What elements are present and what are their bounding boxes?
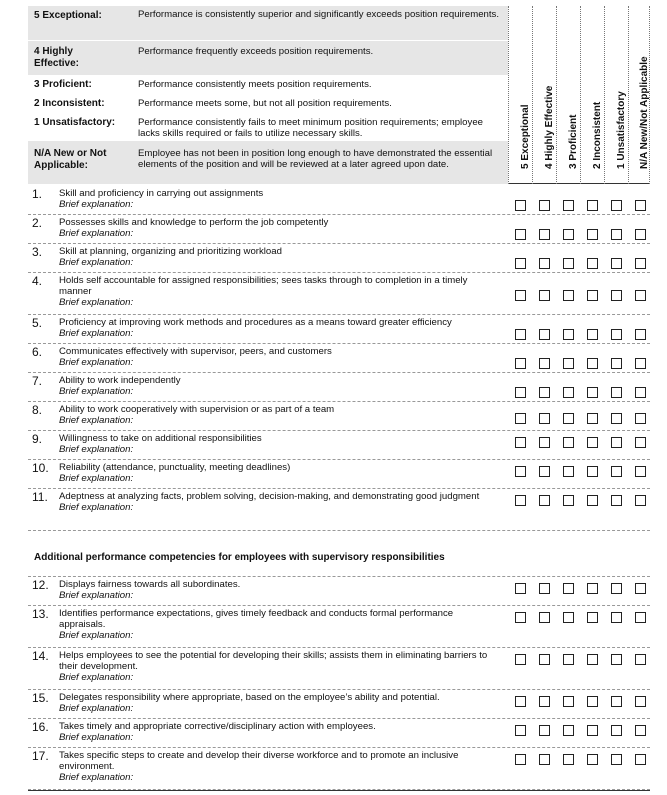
competency-row bbox=[28, 489, 650, 531]
rating-checkbox[interactable] bbox=[539, 229, 550, 240]
rating-checkbox[interactable] bbox=[611, 387, 622, 398]
legend-desc: Performance is consistently superior and significantly exceeds position requirements. bbox=[138, 9, 500, 20]
rating-checkbox[interactable] bbox=[539, 754, 550, 765]
column-header bbox=[508, 6, 531, 184]
item-text-block bbox=[59, 491, 499, 513]
item-text: Adeptness at analyzing facts, problem solving, decision-making, and demonstrating good judgment bbox=[59, 491, 480, 502]
rating-checkbox[interactable] bbox=[539, 725, 550, 736]
rating-checkbox[interactable] bbox=[515, 654, 526, 665]
brief-explanation-label: Brief explanation: bbox=[59, 590, 134, 601]
item-number: 1. bbox=[32, 187, 43, 201]
brief-explanation-label: Brief explanation: bbox=[59, 328, 134, 339]
item-text-block bbox=[59, 721, 499, 743]
item-text-block bbox=[59, 346, 499, 368]
rating-checkbox[interactable] bbox=[515, 329, 526, 340]
legend-code: 2 Inconsistent: bbox=[34, 98, 105, 109]
rating-checkbox[interactable] bbox=[587, 612, 598, 623]
rating-checkbox[interactable] bbox=[611, 654, 622, 665]
rating-checkbox[interactable] bbox=[563, 754, 574, 765]
rating-checkbox[interactable] bbox=[539, 583, 550, 594]
competency-row bbox=[28, 577, 650, 606]
competency-row bbox=[28, 690, 650, 719]
competency-row bbox=[28, 344, 650, 373]
legend-code: 1 Unsatisfactory: bbox=[34, 117, 116, 128]
rating-checkbox[interactable] bbox=[539, 290, 550, 301]
column-header bbox=[532, 6, 555, 184]
brief-explanation-label: Brief explanation: bbox=[59, 199, 134, 210]
rating-checkbox[interactable] bbox=[611, 696, 622, 707]
competency-row bbox=[28, 431, 650, 460]
item-text: Holds self accountable for assigned responsibilities; sees tasks through to completion in a timely manner bbox=[59, 275, 468, 297]
item-text: Willingness to take on additional responsibilities bbox=[59, 433, 262, 444]
rating-checkbox[interactable] bbox=[587, 413, 598, 424]
supervisory-section-heading bbox=[28, 531, 650, 577]
brief-explanation-label: Brief explanation: bbox=[59, 732, 134, 743]
rating-checkbox[interactable] bbox=[611, 200, 622, 211]
rating-checkbox[interactable] bbox=[611, 229, 622, 240]
rating-checkbox[interactable] bbox=[587, 725, 598, 736]
item-text: Proficiency at improving work methods and procedures as a means toward greater efficiency bbox=[59, 317, 452, 328]
rating-checkbox[interactable] bbox=[635, 612, 646, 623]
item-number: 8. bbox=[32, 403, 43, 417]
legend-row-unsatisfactory bbox=[28, 113, 508, 141]
legend-row-exceptional bbox=[28, 6, 508, 40]
rating-checkbox[interactable] bbox=[563, 495, 574, 506]
brief-explanation-label: Brief explanation: bbox=[59, 297, 134, 308]
brief-explanation-label: Brief explanation: bbox=[59, 444, 134, 455]
competency-row bbox=[28, 373, 650, 402]
rating-checkbox[interactable] bbox=[515, 754, 526, 765]
rating-checkbox[interactable] bbox=[515, 583, 526, 594]
rating-checkbox[interactable] bbox=[611, 754, 622, 765]
rating-checkbox[interactable] bbox=[587, 437, 598, 448]
rating-checkbox[interactable] bbox=[515, 387, 526, 398]
rating-checkbox[interactable] bbox=[539, 358, 550, 369]
item-number: 2. bbox=[32, 216, 43, 230]
rating-checkbox[interactable] bbox=[539, 258, 550, 269]
competency-row bbox=[28, 315, 650, 344]
column-label: 4 Highly Effective bbox=[544, 85, 555, 169]
item-text-block bbox=[59, 188, 499, 210]
brief-explanation-label: Brief explanation: bbox=[59, 703, 134, 714]
rating-checkbox[interactable] bbox=[515, 413, 526, 424]
rating-checkbox[interactable] bbox=[563, 654, 574, 665]
item-number: 9. bbox=[32, 432, 43, 446]
rating-checkbox[interactable] bbox=[611, 437, 622, 448]
rating-checkbox[interactable] bbox=[515, 725, 526, 736]
section-heading-text: Additional performance competencies for employees with supervisory responsibilities bbox=[34, 552, 445, 563]
column-label: N/A New/Not Applicable bbox=[639, 56, 650, 169]
item-number: 5. bbox=[32, 316, 43, 330]
item-number: 10. bbox=[32, 461, 49, 475]
rating-checkbox[interactable] bbox=[539, 654, 550, 665]
item-text-block bbox=[59, 275, 499, 308]
item-number: 16. bbox=[32, 720, 49, 734]
rating-checkbox[interactable] bbox=[587, 329, 598, 340]
rating-checkbox[interactable] bbox=[515, 290, 526, 301]
item-text: Skill at planning, organizing and prioritizing workload bbox=[59, 246, 282, 257]
rating-checkbox[interactable] bbox=[587, 495, 598, 506]
rating-checkbox[interactable] bbox=[587, 358, 598, 369]
rating-checkbox[interactable] bbox=[611, 329, 622, 340]
legend-code: 4 Highly Effective: bbox=[34, 46, 80, 69]
item-text-block bbox=[59, 433, 499, 455]
item-text-block bbox=[59, 750, 499, 783]
competency-row bbox=[28, 460, 650, 489]
rating-checkbox[interactable] bbox=[635, 495, 646, 506]
rating-checkbox[interactable] bbox=[515, 612, 526, 623]
rating-checkbox[interactable] bbox=[563, 437, 574, 448]
legend-code: N/A New or Not Applicable: bbox=[34, 148, 107, 171]
competency-row bbox=[28, 273, 650, 315]
rating-checkbox[interactable] bbox=[611, 725, 622, 736]
rating-checkbox[interactable] bbox=[563, 290, 574, 301]
rating-checkbox[interactable] bbox=[587, 696, 598, 707]
item-number: 12. bbox=[32, 578, 49, 592]
item-text-block bbox=[59, 404, 499, 426]
rating-checkbox[interactable] bbox=[635, 696, 646, 707]
rating-checkbox[interactable] bbox=[635, 583, 646, 594]
rating-checkbox[interactable] bbox=[539, 200, 550, 211]
item-text: Displays fairness towards all subordinates. bbox=[59, 579, 241, 590]
brief-explanation-label: Brief explanation: bbox=[59, 473, 134, 484]
rating-checkbox[interactable] bbox=[563, 583, 574, 594]
rating-checkbox[interactable] bbox=[611, 612, 622, 623]
rating-checkbox[interactable] bbox=[539, 466, 550, 477]
legend-desc: Performance frequently exceeds position requirements. bbox=[138, 46, 374, 57]
rating-checkbox[interactable] bbox=[587, 654, 598, 665]
rating-checkbox[interactable] bbox=[539, 329, 550, 340]
rating-checkbox[interactable] bbox=[635, 754, 646, 765]
legend-code: 3 Proficient: bbox=[34, 79, 92, 90]
column-header bbox=[604, 6, 627, 184]
brief-explanation-label: Brief explanation: bbox=[59, 357, 134, 368]
rating-checkbox[interactable] bbox=[635, 654, 646, 665]
rating-column-headers bbox=[508, 6, 650, 184]
rating-checkbox[interactable] bbox=[515, 495, 526, 506]
rating-checkbox[interactable] bbox=[515, 258, 526, 269]
competency-row bbox=[28, 186, 650, 215]
item-text: Possesses skills and knowledge to perform the job competently bbox=[59, 217, 329, 228]
rating-checkbox[interactable] bbox=[611, 413, 622, 424]
competency-row bbox=[28, 648, 650, 690]
rating-checkbox[interactable] bbox=[611, 290, 622, 301]
rating-checkbox[interactable] bbox=[539, 437, 550, 448]
rating-checkbox[interactable] bbox=[563, 696, 574, 707]
item-text: Skill and proficiency in carrying out assignments bbox=[59, 188, 264, 199]
item-text-block bbox=[59, 650, 499, 683]
competency-row bbox=[28, 719, 650, 748]
brief-explanation-label: Brief explanation: bbox=[59, 672, 134, 683]
column-label: 5 Exceptional bbox=[520, 104, 531, 169]
legend-row-highly-effective bbox=[28, 41, 508, 75]
item-number: 6. bbox=[32, 345, 43, 359]
rating-checkbox[interactable] bbox=[587, 200, 598, 211]
item-number: 17. bbox=[32, 749, 49, 763]
legend-desc: Performance consistently fails to meet minimum position requirements; employee lacks skills required or fails to utilize necessary skills. bbox=[138, 117, 483, 139]
competency-row bbox=[28, 402, 650, 431]
item-number: 7. bbox=[32, 374, 43, 388]
rating-definitions bbox=[28, 6, 508, 184]
brief-explanation-label: Brief explanation: bbox=[59, 257, 134, 268]
rating-checkbox[interactable] bbox=[563, 725, 574, 736]
rating-checkbox[interactable] bbox=[635, 437, 646, 448]
item-number: 11. bbox=[32, 490, 48, 504]
item-text-block bbox=[59, 608, 499, 641]
rating-checkbox[interactable] bbox=[587, 290, 598, 301]
rating-checkbox[interactable] bbox=[563, 358, 574, 369]
column-header bbox=[628, 6, 650, 184]
rating-checkbox[interactable] bbox=[587, 583, 598, 594]
item-text: Takes timely and appropriate corrective/disciplinary action with employees. bbox=[59, 721, 376, 732]
rating-checkbox[interactable] bbox=[563, 387, 574, 398]
item-text: Takes specific steps to create and develop their diverse workforce and to promote an inclusive environment. bbox=[59, 750, 459, 772]
item-text-block bbox=[59, 317, 499, 339]
rating-checkbox[interactable] bbox=[611, 258, 622, 269]
rating-checkbox[interactable] bbox=[587, 258, 598, 269]
item-text: Communicates effectively with supervisor, peers, and customers bbox=[59, 346, 332, 357]
rating-checkbox[interactable] bbox=[635, 387, 646, 398]
legend-row-not-applicable bbox=[28, 141, 508, 184]
brief-explanation-label: Brief explanation: bbox=[59, 772, 134, 783]
legend-desc: Employee has not been in position long enough to have demonstrated the essential elements of the position and will be reviewed at a later agreed upon date. bbox=[138, 148, 493, 170]
item-text-block bbox=[59, 246, 499, 268]
rating-checkbox[interactable] bbox=[611, 466, 622, 477]
rating-checkbox[interactable] bbox=[587, 754, 598, 765]
item-text: Ability to work independently bbox=[59, 375, 181, 386]
bottom-rule bbox=[28, 790, 650, 791]
rating-checkbox[interactable] bbox=[515, 229, 526, 240]
legend-row-proficient bbox=[28, 76, 508, 95]
column-header bbox=[556, 6, 579, 184]
rating-checkbox[interactable] bbox=[515, 437, 526, 448]
item-text: Identifies performance expectations, gives timely feedback and conducts formal performance appraisals. bbox=[59, 608, 454, 630]
rating-checkbox[interactable] bbox=[635, 200, 646, 211]
rating-checkbox[interactable] bbox=[587, 387, 598, 398]
item-text: Delegates responsibility where appropriate, based on the employee’s ability and potential. bbox=[59, 692, 440, 703]
rating-checkbox[interactable] bbox=[635, 258, 646, 269]
rating-checkbox[interactable] bbox=[563, 229, 574, 240]
brief-explanation-label: Brief explanation: bbox=[59, 415, 134, 426]
rating-checkbox[interactable] bbox=[515, 466, 526, 477]
rating-checkbox[interactable] bbox=[635, 229, 646, 240]
competency-row bbox=[28, 748, 650, 790]
competency-row bbox=[28, 244, 650, 273]
brief-explanation-label: Brief explanation: bbox=[59, 502, 134, 513]
rating-checkbox[interactable] bbox=[611, 495, 622, 506]
legend-desc: Performance meets some, but not all position requirements. bbox=[138, 98, 392, 109]
rating-checkbox[interactable] bbox=[515, 200, 526, 211]
item-text-block bbox=[59, 375, 499, 397]
rating-checkbox[interactable] bbox=[635, 466, 646, 477]
rating-checkbox[interactable] bbox=[563, 612, 574, 623]
rating-checkbox[interactable] bbox=[635, 358, 646, 369]
rating-checkbox[interactable] bbox=[635, 290, 646, 301]
item-text-block bbox=[59, 462, 499, 484]
rating-checkbox[interactable] bbox=[539, 387, 550, 398]
item-text: Helps employees to see the potential for developing their skills; assists them in eliminating barriers to their development. bbox=[59, 650, 488, 672]
rating-checkbox[interactable] bbox=[515, 696, 526, 707]
rating-checkbox[interactable] bbox=[539, 495, 550, 506]
column-label: 2 Inconsistent bbox=[592, 101, 603, 169]
rating-checkbox[interactable] bbox=[611, 583, 622, 594]
rating-checkbox[interactable] bbox=[635, 725, 646, 736]
rating-legend bbox=[28, 6, 650, 184]
rating-checkbox[interactable] bbox=[635, 413, 646, 424]
item-number: 3. bbox=[32, 245, 43, 259]
rating-checkbox[interactable] bbox=[539, 696, 550, 707]
item-text-block bbox=[59, 579, 499, 601]
legend-desc: Performance consistently meets position requirements. bbox=[138, 79, 372, 90]
rating-checkbox[interactable] bbox=[587, 466, 598, 477]
rating-checkbox[interactable] bbox=[563, 413, 574, 424]
item-number: 13. bbox=[32, 607, 49, 621]
rating-checkbox[interactable] bbox=[635, 329, 646, 340]
evaluation-form bbox=[28, 6, 650, 792]
item-number: 14. bbox=[32, 649, 49, 663]
item-text: Reliability (attendance, punctuality, meeting deadlines) bbox=[59, 462, 291, 473]
rating-checkbox[interactable] bbox=[563, 200, 574, 211]
rating-checkbox[interactable] bbox=[611, 358, 622, 369]
competency-row bbox=[28, 606, 650, 648]
item-text-block bbox=[59, 692, 499, 714]
item-number: 15. bbox=[32, 691, 49, 705]
rating-checkbox[interactable] bbox=[563, 329, 574, 340]
brief-explanation-label: Brief explanation: bbox=[59, 630, 134, 641]
brief-explanation-label: Brief explanation: bbox=[59, 386, 134, 397]
item-text: Ability to work cooperatively with supervision or as part of a team bbox=[59, 404, 335, 415]
rating-checkbox[interactable] bbox=[515, 358, 526, 369]
column-label: 1 Unsatisfactory bbox=[616, 91, 627, 169]
rating-checkbox[interactable] bbox=[539, 612, 550, 623]
legend-code: 5 Exceptional: bbox=[34, 10, 102, 21]
rating-checkbox[interactable] bbox=[587, 229, 598, 240]
column-label: 3 Proficient bbox=[568, 114, 579, 169]
item-number: 4. bbox=[32, 274, 43, 288]
rating-checkbox[interactable] bbox=[539, 413, 550, 424]
rating-checkbox[interactable] bbox=[563, 258, 574, 269]
rating-checkbox[interactable] bbox=[563, 466, 574, 477]
brief-explanation-label: Brief explanation: bbox=[59, 228, 134, 239]
column-header bbox=[580, 6, 603, 184]
competency-row bbox=[28, 215, 650, 244]
item-text-block bbox=[59, 217, 499, 239]
legend-row-inconsistent bbox=[28, 95, 508, 113]
